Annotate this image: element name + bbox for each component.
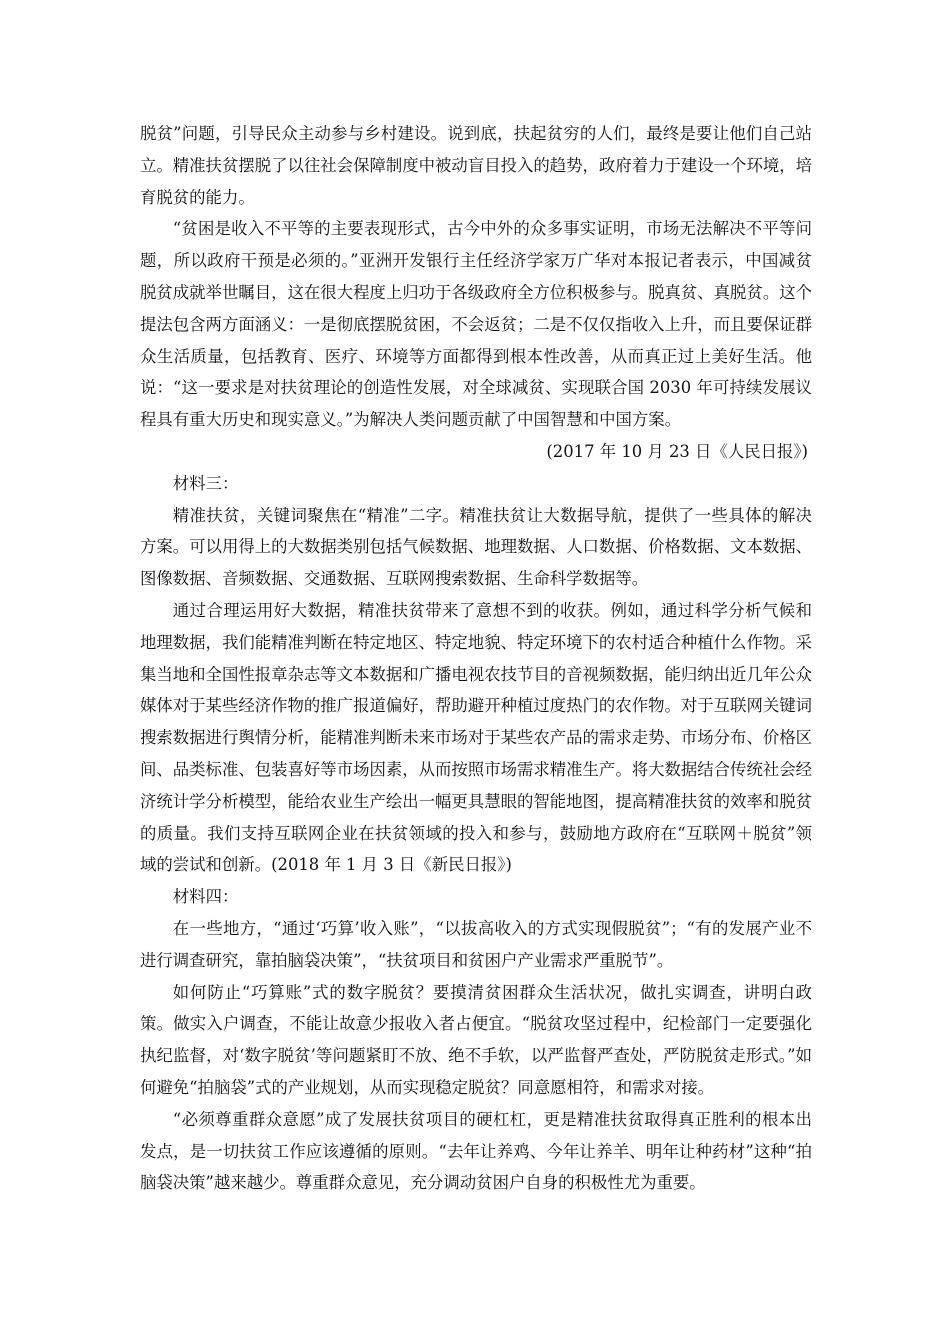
paragraph-material-4-prevention: 如何防止“巧算账”式的数字脱贫？要摸清贫困群众生活状况，做扎实调查，讲明白政策。做实入户调查，不能让故意少报收入者占便宜。“脱贫攻坚过程中，纪检部门一定要强化执纪监督，对‘数字脱贫’等问题紧盯不放、绝不手软，以严监督严查处，严防脱贫走形式。”如何避免“拍脑袋”式的产业规划，从而实现稳定脱贫？同意愿相符，和需求对接。 [140, 982, 812, 1097]
paragraph-material-4-respect: “必须尊重群众意愿”成了发展扶贫项目的硬杠杠，更是精准扶贫取得真正胜利的根本出发点，是一切扶贫工作应该遵循的原则。“去年让养鸡、今年让养羊、明年让种药材”这种“拍脑袋决策”越来越少。尊重群众意见，充分调动贫困户自身的积极性尤为重要。 [140, 1109, 812, 1193]
paragraph-material-4-fake-poverty: 在一些地方，“通过‘巧算’收入账”，“以拔高收入的方式实现假脱贫”；“有的发展产业不进行调查研究，靠拍脑袋决策”，“扶贫项目和贫困户产业需求严重脱节”。 [140, 918, 812, 970]
paragraph-material-3-intro: 精准扶贫，关键词聚焦在“精准”二字。精准扶贫让大数据导航，提供了一些具体的解决方案。可以用得上的大数据类别包括气候数据、地理数据、人口数据、价格数据、文本数据、图像数据、音频数据、交通数据、互联网搜索数据、生命科学数据等。 [140, 505, 813, 589]
source-citation-peoples-daily: (2017 年 10 月 23 日《人民日报》) [546, 441, 808, 461]
heading-material-4: 材料四： [172, 887, 239, 907]
paragraph-quote-wan-guanghua: “贫困是收入不平等的主要表现形式，古今中外的众多事实证明，市场无法解决不平等问题，所以政府干预是必须的。”亚洲开发银行主任经济学家万广华对本报记者表示，中国减贫脱贫成就举世瞩目，这在很大程度上归功于各级政府全方位积极参与。脱真贫、真脱贫。这个提法包含两方面涵义：一是彻底摆脱贫困，不会返贫；二是不仅仅指收入上升，而且要保证群众生活质量，包括教育、医疗、环境等方面都得到根本性改善，从而真正过上美好生活。他说：“这一要求是对扶贫理论的创造性发展，对全球减贫、实现联合国 2030 年可持续发展议程具有重大历史和现实意义。”为解决人类问题贡献了中国智慧和中国方案。 [140, 219, 813, 430]
paragraph-continuation: 脱贫”问题，引导民众主动参与乡村建设。说到底，扶起贫穷的人们，最终是要让他们自己站立。精准扶贫摆脱了以往社会保障制度中被动盲目投入的趋势，政府着力于建设一个环境，培育脱贫的能力。 [140, 124, 813, 207]
paragraph-material-3-big-data: 通过合理运用好大数据，精准扶贫带来了意想不到的收获。例如，通过科学分析气候和地理数据，我们能精准判断在特定地区、特定地貌、特定环境下的农村适合种植什么作物。采集当地和全国性报章杂志等文本数据和广播电视农技节目的音视频数据，能归纳出近几年公众媒体对于某些经济作物的推广报道偏好，帮助避开种植过度热门的农作物。对于互联网关键词搜索数据进行舆情分析，能精准判断未来市场对于某些农产品的需求走势、市场分布、价格区间、品类标准、包装喜好等市场因素，从而按照市场需求精准生产。将大数据结合传统社会经济统计学分析模型，能给农业生产绘出一幅更具慧眼的智能地图，提高精准扶贫的效率和脱贫的质量。我们支持互联网企业在扶贫领域的投入和参与，鼓励地方政府在“互联网＋脱贫”领域的尝试和创新。(2018 年 1 月 3 日《新民日报》) [140, 600, 813, 875]
document-page [140, 118, 812, 1199]
heading-material-3: 材料三： [172, 473, 239, 493]
